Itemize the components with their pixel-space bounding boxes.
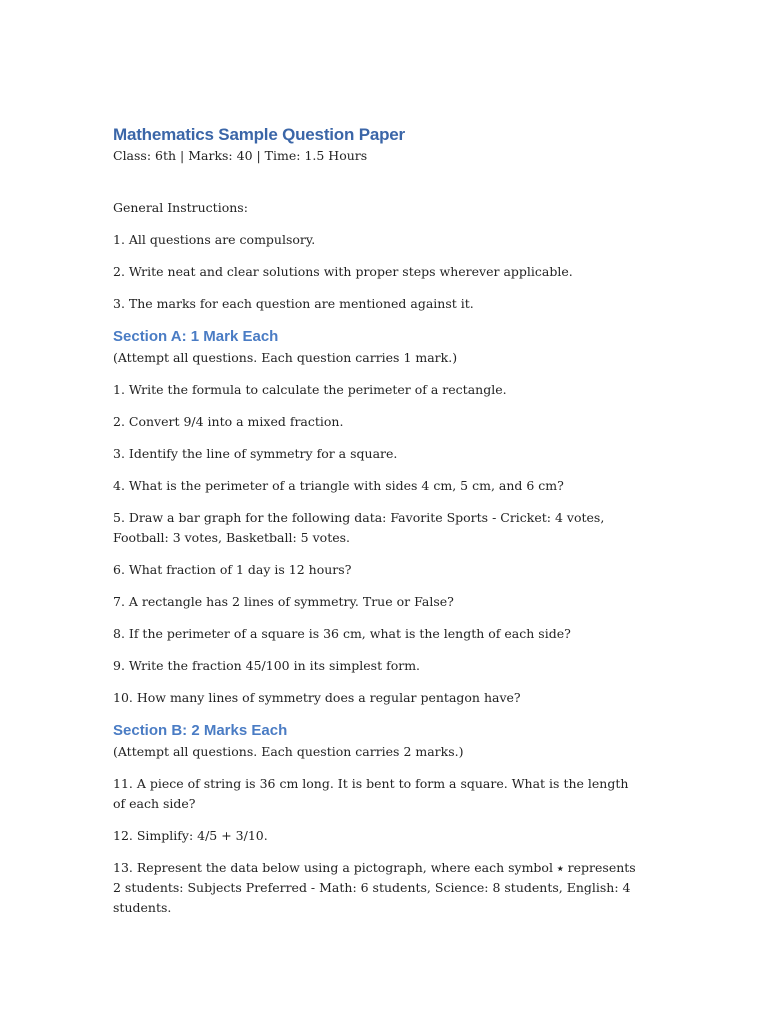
section-b-heading: Section B: 2 Marks Each [113, 722, 288, 739]
page-title: Mathematics Sample Question Paper [113, 125, 405, 144]
question-item: 6. What fraction of 1 day is 12 hours? [113, 562, 352, 577]
instructions-heading: General Instructions: [113, 200, 248, 215]
paper-meta: Class: 6th | Marks: 40 | Time: 1.5 Hours [113, 148, 368, 163]
question-item: 12. Simplify: 4/5 + 3/10. [113, 828, 268, 843]
section-b-note: (Attempt all questions. Each question carries 2 marks.) [113, 744, 464, 759]
question-item: 10. How many lines of symmetry does a regular pentagon have? [113, 690, 521, 705]
question-item: 8. If the perimeter of a square is 36 cm, what is the length of each side? [113, 626, 571, 641]
section-a-heading: Section A: 1 Mark Each [113, 328, 279, 345]
instruction-item: 1. All questions are compulsory. [113, 232, 316, 247]
question-item: 2. Convert 9/4 into a mixed fraction. [113, 414, 344, 429]
section-a-note: (Attempt all questions. Each question carries 1 mark.) [113, 350, 458, 365]
instruction-item: 3. The marks for each question are mentioned against it. [113, 296, 474, 311]
question-paper [113, 124, 643, 930]
question-item: 9. Write the fraction 45/100 in its simplest form. [113, 658, 421, 673]
question-item: 3. Identify the line of symmetry for a square. [113, 446, 398, 461]
question-item: 5. Draw a bar graph for the following data: Favorite Sports - Cricket: 4 votes, Football: 3 votes, Basketball: 5 votes. [113, 510, 605, 545]
question-item: 7. A rectangle has 2 lines of symmetry. True or False? [113, 594, 454, 609]
question-item: 13. Represent the data below using a pictograph, where each symbol ⭑ represents 2 students: Subjects Preferred - Math: 6 students, Science: 8 students, English: 4 students. [113, 860, 636, 915]
question-item: 11. A piece of string is 36 cm long. It is bent to form a square. What is the length of each side? [113, 776, 629, 811]
question-item: 1. Write the formula to calculate the perimeter of a rectangle. [113, 382, 507, 397]
instruction-item: 2. Write neat and clear solutions with proper steps wherever applicable. [113, 264, 573, 279]
question-item: 4. What is the perimeter of a triangle with sides 4 cm, 5 cm, and 6 cm? [113, 478, 564, 493]
